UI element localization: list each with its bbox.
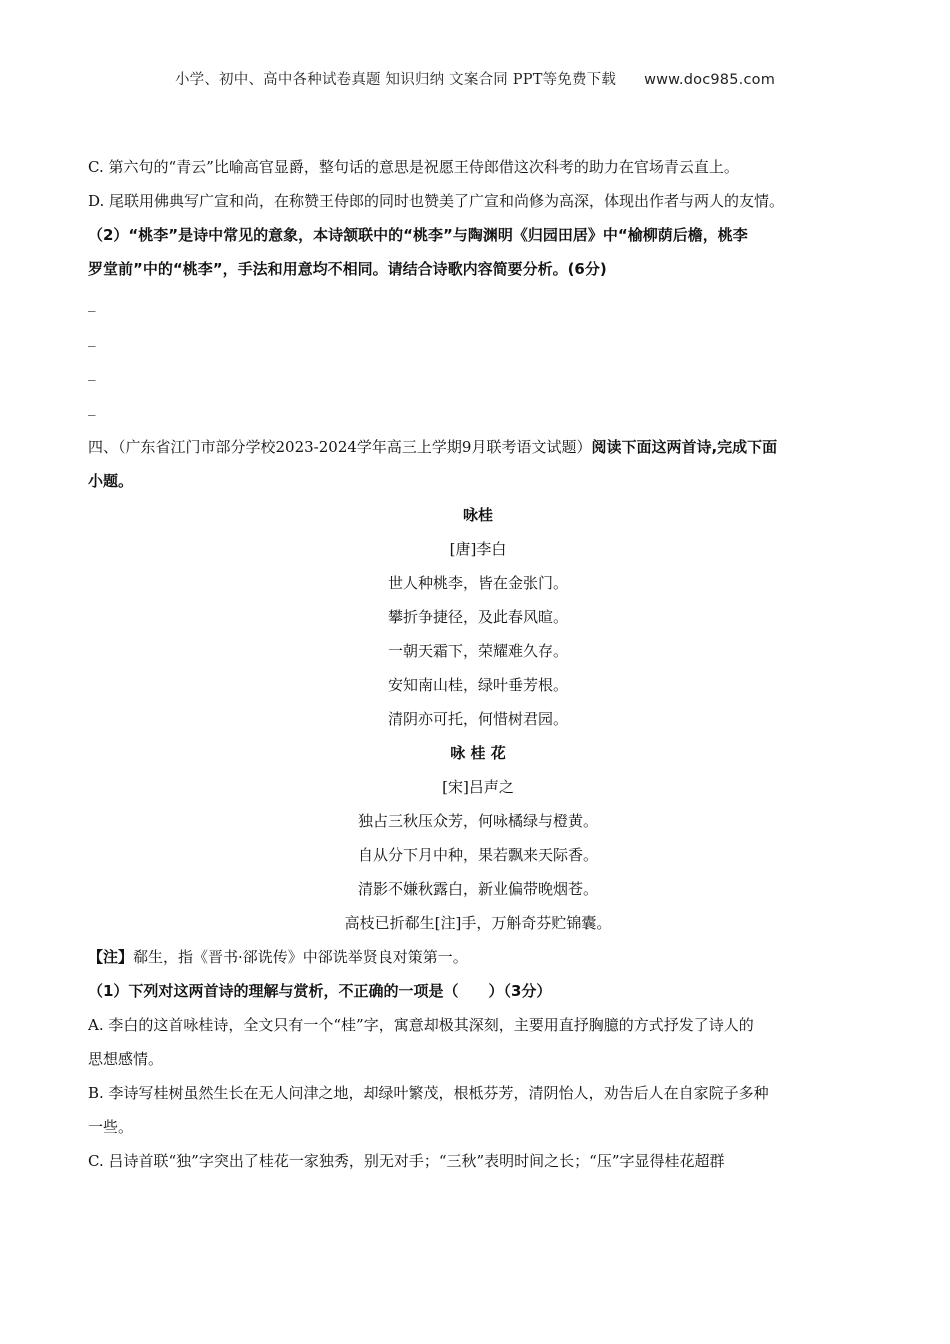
- q1-option-a-line2: 思想感情。: [88, 1050, 164, 1068]
- poem-note: [88, 940, 868, 974]
- poem1-author: [唐]李白: [449, 540, 507, 558]
- section4-instruction: 阅读下面这两首诗,完成下面: [591, 438, 778, 456]
- poem2-line: 独占三秋压众芳，何咏橘绿与橙黄。: [357, 812, 598, 830]
- poem1-line: 世人种桃李，皆在金张门。: [387, 574, 568, 592]
- q1-stem: （1）下列对这两首诗的理解与赏析，不正确的一项是（ ）（3分）: [88, 982, 552, 1000]
- poem2-author: [宋]吕声之: [442, 778, 514, 796]
- answer-blank: _: [88, 397, 96, 416]
- header-url[interactable]: www.doc985.com: [644, 72, 776, 88]
- q1-option-b-line2: 一些。: [88, 1118, 134, 1136]
- q2-stem-line2: 罗堂前”中的“桃李”，手法和用意均不相同。请结合诗歌内容简要分析。(6分): [88, 260, 607, 278]
- prev-option-d: D. 尾联用佛典写广宣和尚，在称赞王侍郎的同时也赞美了广宣和尚修为高深，体现出作者与两人的友情。: [88, 192, 785, 210]
- poem2-line: 清影不嫌秋露白，新业偏带晚烟苍。: [357, 880, 598, 898]
- answer-blank: _: [88, 328, 96, 347]
- answer-blank: _: [88, 294, 96, 312]
- answer-blank: _: [88, 363, 96, 381]
- page-header: [0, 68, 950, 89]
- poem2-line: 高枝已折郗生[注]手，万斛奇芬贮锦囊。: [344, 914, 612, 932]
- poem2-line: 自从分下月中种，果若飘来天际香。: [357, 846, 598, 864]
- q1-option-a-line1: A. 李白的这首咏桂诗，全文只有一个“桂”字，寓意却极其深刻，主要用直抒胸臆的方式抒发了诗人的: [88, 1016, 754, 1034]
- section4-heading: [88, 430, 868, 464]
- prev-option-c: C. 第六句的“青云”比喻高官显爵，整句话的意思是祝愿王侍郎借这次科考的助力在官场青云直上。: [88, 158, 739, 176]
- poem1-title: 咏桂: [462, 506, 493, 524]
- poem1-line: 攀折争捷径，及此春风暄。: [387, 608, 568, 626]
- header-text: 小学、初中、高中各种试卷真题 知识归纳 文案合同 PPT等免费下载: [174, 72, 617, 88]
- poem1-line: 安知南山桂，绿叶垂芳根。: [387, 676, 568, 694]
- section4-prefix: 四、（广东省江门市部分学校2023-2024学年高三上学期9月联考语文试题）: [88, 438, 592, 456]
- q2-stem-line1: （2）“桃李”是诗中常见的意象，本诗颔联中的“桃李”与陶渊明《归园田居》中“榆柳荫后檐，桃李: [88, 226, 748, 244]
- poem1-line: 一朝天霜下，荣耀难久存。: [387, 642, 568, 660]
- poem1-line: 清阴亦可托，何惜树君园。: [387, 710, 568, 728]
- document-body: [88, 150, 868, 1178]
- poem2-title: 咏 桂 花: [450, 744, 506, 762]
- q1-option-c-line1: C. 吕诗首联“独”字突出了桂花一家独秀，别无对手；“三秋”表明时间之长；“压”字显得桂花超群: [88, 1152, 725, 1170]
- note-label: 【注】: [88, 948, 134, 966]
- note-text: 郗生，指《晋书·郤诜传》中郤诜举贤良对策第一。: [133, 948, 468, 966]
- section4-instruction-cont: 小题。: [88, 472, 134, 490]
- q1-option-b-line1: B. 李诗写桂树虽然生长在无人问津之地，却绿叶繁茂，根柢芬芳，清阴怡人，劝告后人在自家院子多种: [88, 1084, 769, 1102]
